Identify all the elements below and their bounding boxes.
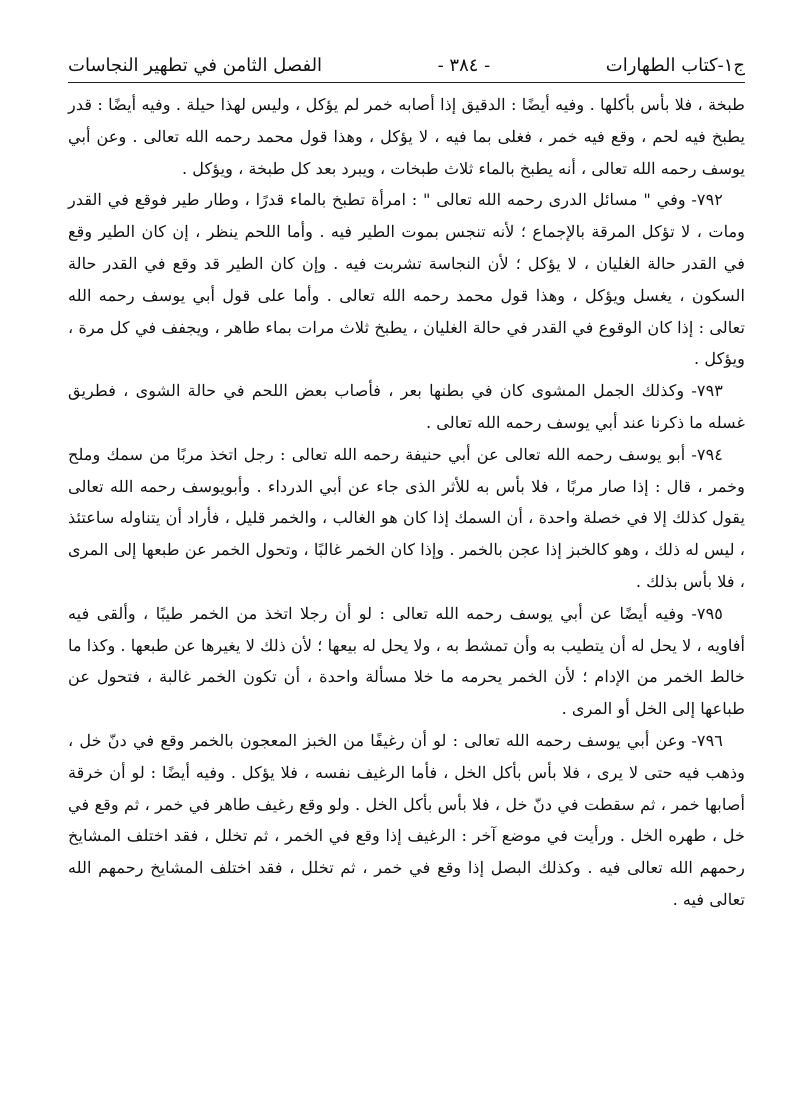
book-title: ج١-كتاب الطهارات	[605, 55, 745, 76]
page-header	[68, 52, 745, 83]
book-page	[68, 52, 745, 916]
paragraph-793: ٧٩٣- وكذلك الجمل المشوى كان في بطنها بعر ، فأصاب بعض اللحم في حالة الشوى ، فطريق غسله ما ذكرنا عند أبي يوسف رحمه الله تعالى .	[68, 381, 745, 432]
page-number: - ٣٨٤ -	[437, 55, 491, 76]
paragraph: طبخة ، فلا بأس بأكلها . وفيه أيضًا : الدقيق إذا أصابه خمر لم يؤكل ، وليس لهذا حيلة . وفيه أيضًا : قدر يطبخ فيه لحم ، وقع فيه خمر ، فغلى بما فيه ، لا يؤكل ، وهذا قول محمد رحمه الله تعالى . وعن أبي يوسف رحمه الله تعالى ، أنه يطبخ بالماء ثلاث طبخات ، ويبرد بعد كل طبخة ، ويؤكل .	[68, 95, 745, 178]
paragraph-794: ٧٩٤- أبو يوسف رحمه الله تعالى عن أبي حنيفة رحمه الله تعالى : رجل اتخذ مربًا من سمك وملح وخمر ، قال : إذا صار مربًا ، فلا بأس به للأثر الذى جاء عن أبي الدرداء . وأبويوسف رحمه الله تعالى يقول كذلك إلا في خصلة واحدة ، أن السمك إذا كان هو الغالب ، والخمر قليل ، فأراد أن يتناوله ساعتئذ ، ليس له ذلك ، وهو كالخبز إذا عجن بالخمر . وإذا كان الخمر غالبًا ، وتحول الخمر عن طبعها إلى المرى ، فلا بأس بذلك .	[68, 444, 745, 591]
paragraph-795: ٧٩٥- وفيه أيضًا عن أبي يوسف رحمه الله تعالى : لو أن رجلا اتخذ من الخمر طيبًا ، وألقى فيه أفاويه ، لا يحل له أن يتطيب به وأن تمشط به ، ولا يحل له بيعها ؛ لأن ذلك لا يغيرها عن طبعها . وكذا ما خالط الخمر من الإدام ؛ لأن الخمر يحرمه ما خلا مسألة واحدة ، أن تكون الخمر غالبة ، فتحول عن طباعها إلى الخل أو المرى .	[68, 603, 745, 719]
paragraph-796: ٧٩٦- وعن أبي يوسف رحمه الله تعالى : لو أن رغيفًا من الخبز المعجون بالخمر وقع في دنّ خل ، وذهب فيه حتى لا يرى ، فلا بأس بأكل الخل ، فأما الرغيف نفسه ، فلا يؤكل . وفيه أيضًا : لو أن خرقة أصابها خمر ، ثم سقطت في دنّ خل ، فلا بأس بأكل الخل . ولو وقع رغيف طاهر في خمر ، ثم وقع في خل ، طهره الخل . ورأيت في موضع آخر : الرغيف إذا وقع في الخمر ، ثم تخلل ، فقد اختلف المشايخ رحمهم الله تعالى فيه . وكذلك البصل إذا وقع في خمر ، ثم تخلل ، فقد اختلف المشايخ رحمهم الله تعالى فيه .	[68, 730, 745, 909]
page-body	[68, 89, 745, 916]
paragraph-792: ٧٩٢- وفي " مسائل الدرى رحمه الله تعالى " : امرأة تطبخ بالماء قدرًا ، وطار طير فوقع في القدر ومات ، لا تؤكل المرقة بالإجماع ؛ لأنه تنجس بموت الطير فيه . وأما اللحم ينظر ، إن كان الطير وقع في القدر حالة الغليان ، لا يؤكل ؛ لأن النجاسة تشربت فيه . وإن كان الطير قد وقع في القدر حالة السكون ، يغسل ويؤكل ، وهذا قول محمد رحمه الله تعالى . وأما على قول أبي يوسف رحمه الله تعالى : إذا كان الوقوع في القدر في حالة الغليان ، يطبخ ثلاث مرات بماء طاهر ، ويجفف في كل مرة ، ويؤكل .	[68, 190, 745, 369]
chapter-title: الفصل الثامن في تطهير النجاسات	[68, 55, 323, 76]
